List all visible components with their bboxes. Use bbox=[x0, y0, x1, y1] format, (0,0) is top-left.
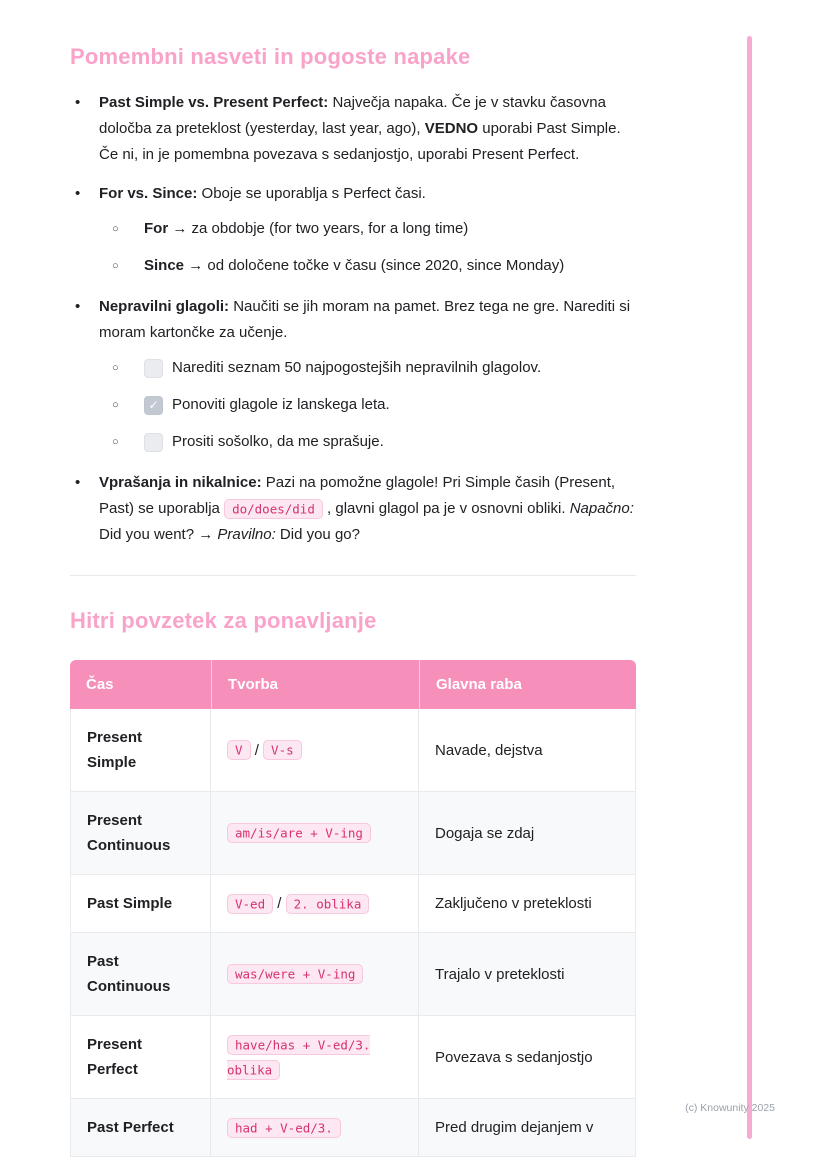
copyright-footer: (c) Knowunity 2025 bbox=[685, 1102, 775, 1114]
check-icon: ✓ bbox=[148, 398, 159, 412]
table-row bbox=[70, 792, 636, 875]
usage-cell: Povezava s sedanjostjo bbox=[419, 1016, 636, 1099]
inline-code-chip: V bbox=[227, 740, 251, 760]
sub-list bbox=[99, 216, 636, 279]
todo-list bbox=[99, 355, 636, 455]
tense-name-cell: Past Perfect bbox=[70, 1099, 211, 1157]
form-cell bbox=[211, 875, 419, 933]
inline-code-chip: do/does/did bbox=[224, 499, 323, 519]
text-segment: For vs. Since: bbox=[99, 185, 198, 202]
table-header-cell: Tvorba bbox=[211, 660, 419, 709]
bullet-icon: • bbox=[75, 94, 81, 111]
table-row bbox=[70, 875, 636, 933]
table-row bbox=[70, 709, 636, 792]
bullet-icon: • bbox=[75, 185, 81, 202]
inline-code-chip: have/has + V-ed/3. oblika bbox=[227, 1035, 370, 1080]
inline-code-chip: V-ed bbox=[227, 894, 273, 914]
text-segment: For bbox=[144, 220, 169, 237]
text-segment: Nepravilni glagoli: bbox=[99, 298, 230, 315]
bullet-icon: • bbox=[75, 298, 81, 315]
todo-item bbox=[99, 355, 636, 381]
usage-cell: Trajalo v preteklosti bbox=[419, 933, 636, 1016]
todo-checkbox[interactable] bbox=[144, 396, 163, 415]
todo-item bbox=[99, 429, 636, 455]
tense-name-cell: Present Continuous bbox=[70, 792, 211, 875]
list-item bbox=[70, 181, 636, 281]
text-segment: Past Simple vs. Present Perfect: bbox=[99, 94, 329, 111]
text-segment: / bbox=[250, 741, 264, 759]
text-segment: → za obdobje (for two years, for a long time) bbox=[168, 220, 469, 237]
form-cell bbox=[211, 1099, 419, 1157]
circle-bullet-icon: ○ bbox=[112, 260, 119, 272]
text-segment: uporabi Past Simple. Če ni, in je pomembna povezava s sedanjostjo, uporabi Present Perfect. bbox=[99, 120, 621, 163]
text-segment: / bbox=[273, 895, 286, 912]
inline-code-chip: was/were + V-ing bbox=[227, 964, 363, 984]
text-segment: Naučiti se jih moram na pamet. Brez tega ne gre. Narediti si moram kartončke za učenje. bbox=[99, 298, 631, 341]
bullet-icon: • bbox=[75, 474, 81, 491]
summary-table bbox=[70, 660, 636, 1157]
list-item-text bbox=[99, 90, 636, 168]
usage-cell: Navade, dejstva bbox=[419, 709, 636, 792]
section-title-summary: Hitri povzetek za ponavljanje bbox=[70, 608, 377, 633]
list-item-text bbox=[99, 470, 636, 548]
circle-bullet-icon: ○ bbox=[112, 223, 119, 235]
text-segment: Napačno: bbox=[569, 500, 634, 517]
text-segment: VEDNO bbox=[424, 120, 479, 137]
table-row bbox=[70, 933, 636, 1016]
todo-item bbox=[99, 392, 636, 418]
form-cell bbox=[211, 933, 419, 1016]
section-title-tips: Pomembni nasveti in pogoste napake bbox=[70, 44, 471, 69]
text-segment: Pravilno: bbox=[217, 526, 276, 543]
list-item bbox=[70, 90, 636, 168]
table-row bbox=[70, 1099, 636, 1157]
text-segment: Since bbox=[144, 257, 185, 274]
form-cell bbox=[211, 1016, 419, 1099]
list-item bbox=[70, 294, 636, 457]
list-item bbox=[70, 470, 636, 548]
text-segment: Vprašanja in nikalnice: bbox=[99, 474, 262, 491]
sub-list-item bbox=[99, 216, 636, 242]
table-header-cell: Čas bbox=[70, 660, 211, 709]
sub-list-item-text bbox=[144, 253, 636, 279]
sub-list-item-text bbox=[144, 216, 636, 242]
page-edge-highlight bbox=[747, 36, 752, 1139]
circle-bullet-icon: ○ bbox=[112, 399, 119, 411]
todo-label: Narediti seznam 50 najpogostejših nepravilnih glagolov. bbox=[172, 359, 542, 376]
circle-bullet-icon: ○ bbox=[112, 362, 119, 374]
tense-name-cell: Past Simple bbox=[70, 875, 211, 933]
text-segment: Did you go? bbox=[275, 526, 360, 543]
table-row bbox=[70, 1016, 636, 1099]
document-content bbox=[70, 0, 636, 1157]
form-cell bbox=[211, 792, 419, 875]
tense-name-cell: Present Perfect bbox=[70, 1016, 211, 1099]
text-segment: Največja napaka. Če je v stavku časovna določba za preteklost (yesterday, last year, ago), bbox=[99, 94, 606, 137]
text-segment: Pazi na pomožne glagole! Pri Simple časih (Present, Past) se uporablja bbox=[99, 474, 616, 517]
todo-checkbox[interactable] bbox=[144, 433, 163, 452]
inline-code-chip: V-s bbox=[263, 740, 302, 760]
section-divider bbox=[70, 575, 636, 576]
list-item-text bbox=[99, 181, 636, 207]
todo-label: Prositi sošolko, da me sprašuje. bbox=[172, 433, 384, 450]
usage-cell: Pred drugim dejanjem v bbox=[419, 1099, 636, 1157]
summary-table-head-row bbox=[70, 660, 636, 709]
tense-name-cell: Past Continuous bbox=[70, 933, 211, 1016]
inline-code-chip: 2. oblika bbox=[286, 894, 370, 914]
inline-code-chip: am/is/are + V-ing bbox=[227, 823, 371, 843]
usage-cell: Zaključeno v preteklosti bbox=[419, 875, 636, 933]
usage-cell: Dogaja se zdaj bbox=[419, 792, 636, 875]
list-item-text bbox=[99, 294, 636, 346]
todo-label: Ponoviti glagole iz lanskega leta. bbox=[172, 396, 390, 413]
circle-bullet-icon: ○ bbox=[112, 436, 119, 448]
table-header-cell: Glavna raba bbox=[419, 660, 636, 709]
text-segment: , glavni glagol pa je v osnovni obliki. bbox=[322, 500, 570, 517]
inline-code-chip: had + V-ed/3. bbox=[227, 1118, 341, 1138]
form-cell bbox=[211, 709, 419, 792]
sub-list-item bbox=[99, 253, 636, 279]
todo-checkbox[interactable] bbox=[144, 359, 163, 378]
text-segment: → od določene točke v času (since 2020, since Monday) bbox=[184, 257, 565, 274]
text-segment: Oboje se uporablja s Perfect časi. bbox=[197, 185, 426, 202]
tips-list bbox=[70, 90, 636, 548]
summary-table-body bbox=[70, 709, 636, 1157]
tense-name-cell: Present Simple bbox=[70, 709, 211, 792]
text-segment: Did you went? → bbox=[99, 526, 218, 543]
